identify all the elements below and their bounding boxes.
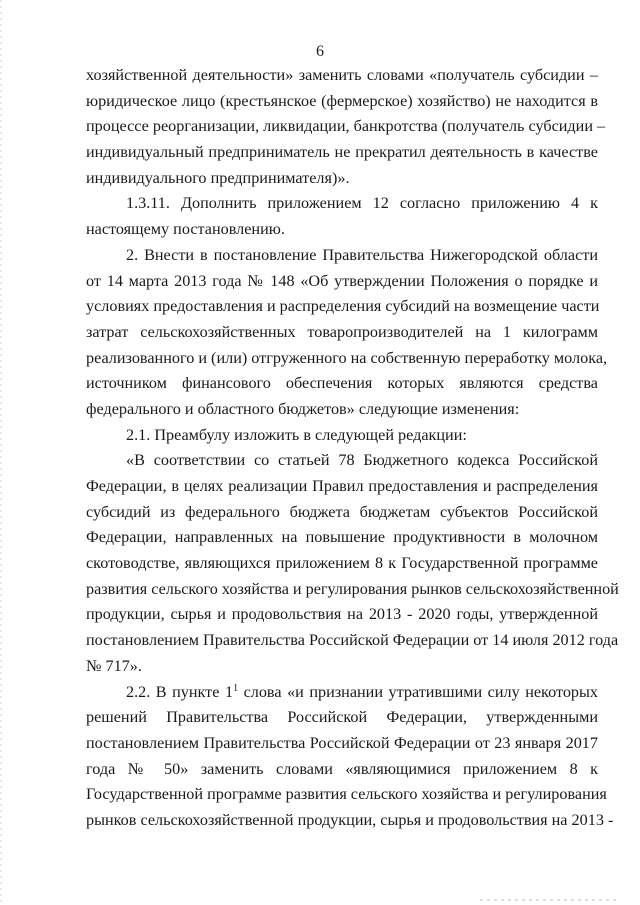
text-line: условиях предоставления и распределения субсидий на возмещение части <box>86 297 600 316</box>
text-line: № 717». <box>86 656 142 675</box>
text-line: субсидий из федерального бюджета бюджетам субъектов Российской <box>86 502 598 521</box>
text-line: хозяйственной деятельности» заменить словами «получатель субсидии – <box>86 66 598 84</box>
text-line: от 14 марта 2013 года № 148 «Об утверждении Положения о порядке и <box>86 271 598 290</box>
scan-bottom-artifact <box>480 899 620 901</box>
text-line: 2. Внести в постановление Правительства Нижегородской области <box>126 245 598 264</box>
text-line: решений Правительства Российской Федерации, утвержденными <box>86 708 598 727</box>
text-line: источником финансового обеспечения которых являются средства <box>86 374 598 393</box>
text-line <box>86 680 598 706</box>
document-body <box>86 63 619 834</box>
text-segment: 2.2. В пункте 1 <box>126 682 234 701</box>
text-line: 1.3.11. Дополнить приложением 12 согласно приложению 4 к <box>126 194 598 213</box>
text-line: индивидуального предпринимателя)». <box>86 168 350 187</box>
superscript: 1 <box>233 682 239 694</box>
text-line: «В соответствии со статьей 78 Бюджетного кодекса Российской <box>126 451 598 470</box>
text-line: Федерации, в целях реализации Правил предоставления и распределения <box>86 477 598 495</box>
scan-edge-artifact <box>0 0 2 905</box>
page-number: 6 <box>316 43 324 60</box>
text-line: индивидуальный предприниматель не прекратил деятельность в качестве <box>86 143 598 162</box>
text-line: настоящему постановлению. <box>86 220 285 239</box>
text-line: скотоводстве, являющихся приложением 8 к Государственной программе <box>86 554 598 573</box>
text-line: постановлением Правительства Российской Федерации от 14 июля 2012 года <box>86 631 619 650</box>
text-line: реализованного и (или) отгруженного на собственную переработку молока, <box>86 348 608 367</box>
text-line: рынков сельскохозяйственной продукции, сырья и продовольствия на 2013 - <box>86 810 614 829</box>
text-line: федерального и областного бюджетов» следующие изменения: <box>86 399 520 418</box>
text-line: постановлением Правительства Российской Федерации от 23 января 2017 <box>86 733 598 752</box>
text-line: продукции, сырья и продовольствия на 2013 - 2020 годы, утвержденной <box>86 605 598 624</box>
text-line: развития сельского хозяйства и регулирования рынков сельскохозяйственной <box>86 579 619 598</box>
text-line: Государственной программе развития сельского хозяйства и регулирования <box>86 785 607 804</box>
text-line: затрат сельскохозяйственных товаропроизводителей на 1 килограмм <box>86 322 598 341</box>
text-line: 2.1. Преамбулу изложить в следующей редакции: <box>126 425 467 444</box>
text-line: года № 50» заменить словами «являющимися приложением 8 к <box>86 759 598 778</box>
text-line: юридическое лицо (крестьянское (фермерское) хозяйство) не находится в <box>86 91 598 110</box>
text-line: процессе реорганизации, ликвидации, банкротства (получатель субсидии – <box>86 117 606 136</box>
text-line: Федерации, направленных на повышение продуктивности в молочном <box>86 528 598 547</box>
text-segment: слова «и признании утратившими силу некоторых <box>238 682 598 701</box>
